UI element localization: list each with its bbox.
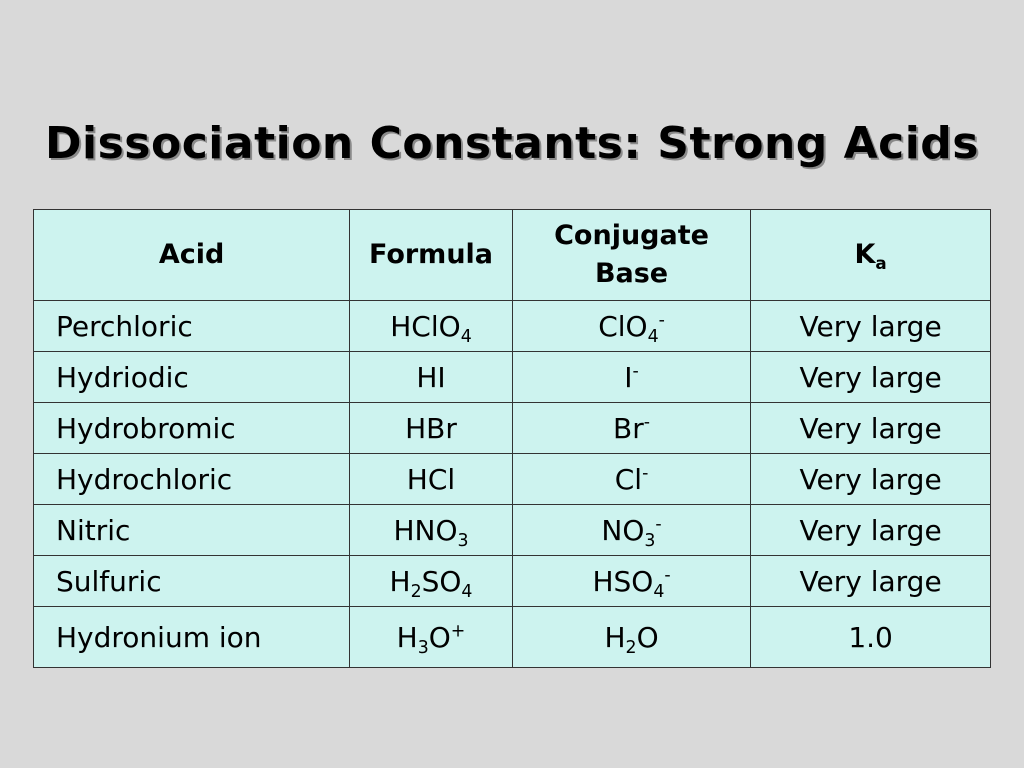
acid-name-cell: Sulfuric <box>34 556 350 607</box>
chem-charge: - <box>632 361 639 382</box>
ka-value-cell: Very large <box>751 301 991 352</box>
chem-charge: - <box>643 412 651 433</box>
chem-charge: - <box>655 514 662 535</box>
acid-name-cell: Hydriodic <box>34 352 350 403</box>
chem-symbol: HClO <box>390 309 461 343</box>
chem-symbol: HBr <box>405 411 457 445</box>
table-row <box>34 556 991 607</box>
conjugate-base-cell <box>512 454 750 505</box>
ka-value-cell: Very large <box>751 505 991 556</box>
chem-symbol: Cl <box>614 462 643 496</box>
chem-symbol: HI <box>416 360 446 394</box>
formula-cell <box>350 556 513 607</box>
acid-name-cell: Hydronium ion <box>34 607 350 668</box>
formula-cell <box>350 403 513 454</box>
conjugate-base-cell <box>512 505 750 556</box>
chem-symbol: HCl <box>406 462 456 496</box>
acid-name-cell: Hydrobromic <box>34 403 350 454</box>
chem-symbol: Br <box>613 411 644 445</box>
chem-symbol: SO <box>421 564 462 598</box>
table-header-row <box>34 210 991 301</box>
acid-name-cell: Hydrochloric <box>34 454 350 505</box>
chem-charge: - <box>642 463 649 484</box>
chem-symbol: H <box>389 564 411 598</box>
chem-symbol: NO <box>601 513 645 547</box>
formula-cell <box>350 301 513 352</box>
formula-cell <box>350 454 513 505</box>
ka-value-cell: 1.0 <box>751 607 991 668</box>
header-ka-symbol: K <box>854 239 876 270</box>
chem-subscript: 4 <box>460 326 472 347</box>
header-acid: Acid <box>34 210 350 301</box>
ka-value-cell: Very large <box>751 403 991 454</box>
chem-symbol: HSO <box>592 564 654 598</box>
conjugate-base-cell <box>512 403 750 454</box>
chem-symbol: H <box>604 620 626 654</box>
table-row <box>34 505 991 556</box>
formula-cell <box>350 352 513 403</box>
acid-dissociation-table <box>33 209 991 668</box>
header-conjugate-base-line2: Base <box>594 258 669 289</box>
chem-subscript: 2 <box>625 637 637 658</box>
ka-value-cell: Very large <box>751 454 991 505</box>
header-ka-subscript: a <box>875 252 887 273</box>
header-formula: Formula <box>350 210 513 301</box>
chem-symbol: H <box>396 620 418 654</box>
chem-subscript: 3 <box>644 530 656 551</box>
chem-symbol: I <box>624 360 633 394</box>
ka-value-cell: Very large <box>751 352 991 403</box>
conjugate-base-cell <box>512 607 750 668</box>
conjugate-base-cell <box>512 352 750 403</box>
table-body <box>34 301 991 668</box>
chem-symbol: ClO <box>598 309 648 343</box>
chem-symbol: HNO <box>393 513 458 547</box>
chem-subscript: 4 <box>647 326 659 347</box>
chem-symbol: O <box>636 620 659 654</box>
table-row <box>34 301 991 352</box>
conjugate-base-cell <box>512 556 750 607</box>
header-conjugate-base <box>512 210 750 301</box>
table-row <box>34 607 991 668</box>
chem-subscript: 2 <box>410 581 422 602</box>
chem-subscript: 3 <box>457 530 469 551</box>
ka-value-cell: Very large <box>751 556 991 607</box>
chem-subscript: 4 <box>653 581 665 602</box>
acid-name-cell: Perchloric <box>34 301 350 352</box>
table-row <box>34 454 991 505</box>
chem-subscript: 4 <box>461 581 473 602</box>
table-row <box>34 403 991 454</box>
header-ka <box>751 210 991 301</box>
chem-charge: - <box>658 310 665 331</box>
formula-cell <box>350 607 513 668</box>
table-row <box>34 352 991 403</box>
formula-cell <box>350 505 513 556</box>
chem-charge: + <box>450 621 466 642</box>
conjugate-base-cell <box>512 301 750 352</box>
slide-title: Dissociation Constants: Strong Acids <box>45 118 979 169</box>
acid-name-cell: Nitric <box>34 505 350 556</box>
chem-charge: - <box>664 565 671 586</box>
header-conjugate-base-line1: Conjugate <box>554 220 709 251</box>
chem-symbol: O <box>428 620 451 654</box>
chem-subscript: 3 <box>417 637 429 658</box>
